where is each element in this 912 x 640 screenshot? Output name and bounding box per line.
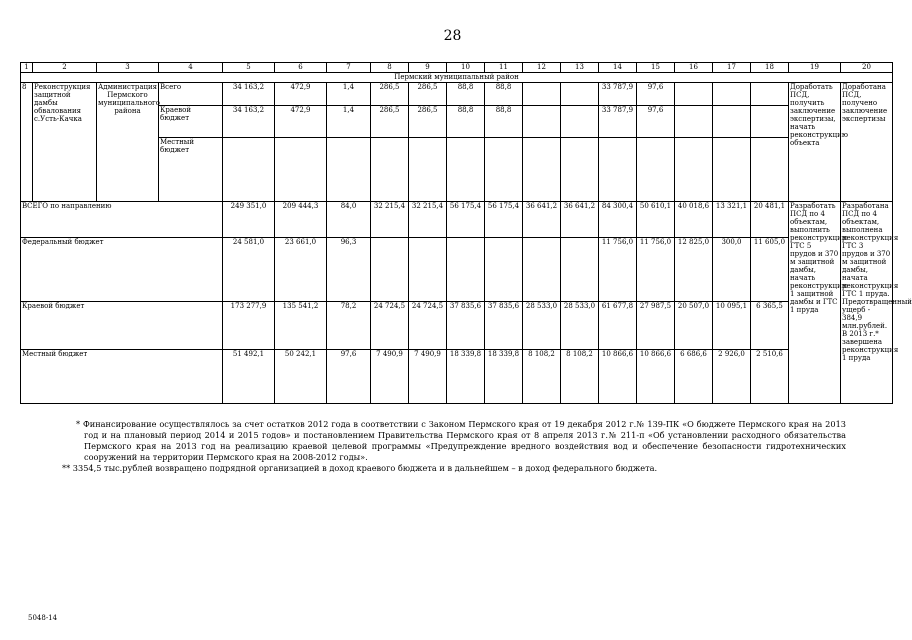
cell: 10 866,6 <box>599 350 637 404</box>
cell: 88,8 <box>485 83 523 106</box>
column-number: 13 <box>561 63 599 73</box>
totals-result-text: Разработана ПСД по 4 объектам, выполнена реконструкция ГТС 3 прудов и 370 м защитной дамбы, начата реконструкция ГТС 1 пруда. Предотвращенный ущерб - 384,9 млн.рублей. В 2013 г.* завершена реконструкция 1 пруда <box>841 202 893 404</box>
cell <box>713 106 751 138</box>
cell: 286,5 <box>409 83 447 106</box>
cell <box>409 138 447 202</box>
cell <box>561 83 599 106</box>
cell: 8 108,2 <box>561 350 599 404</box>
header-row <box>21 63 893 73</box>
cell <box>637 138 675 202</box>
region-row <box>21 73 893 83</box>
cell <box>713 83 751 106</box>
footnotes <box>62 419 846 474</box>
column-number: 14 <box>599 63 637 73</box>
cell: 2 510,6 <box>751 350 789 404</box>
cell <box>675 138 713 202</box>
cell <box>523 238 561 302</box>
cell: 50 242,1 <box>275 350 327 404</box>
cell: 209 444,3 <box>275 202 327 238</box>
cell: 97,6 <box>637 83 675 106</box>
cell: 173 277,9 <box>223 302 275 350</box>
column-number: 11 <box>485 63 523 73</box>
item-number: 8 <box>21 83 33 202</box>
cell: 6 365,5 <box>751 302 789 350</box>
cell: 32 215,4 <box>371 202 409 238</box>
cell: 286,5 <box>371 106 409 138</box>
total-row-federal <box>21 238 893 302</box>
item-plan-text: Доработать ПСД, получить заключение экспертизы, начать реконструкцию объекта <box>789 83 841 202</box>
cell: 24 724,5 <box>409 302 447 350</box>
cell: 96,3 <box>327 238 371 302</box>
region-title: Пермский муниципальный район <box>21 73 893 83</box>
cell: 286,5 <box>409 106 447 138</box>
cell <box>447 238 485 302</box>
cell: 84,0 <box>327 202 371 238</box>
cell: 300,0 <box>713 238 751 302</box>
item-result-text: Доработана ПСД, получено заключение экспертизы <box>841 83 893 202</box>
cell: 135 541,2 <box>275 302 327 350</box>
cell: 40 018,6 <box>675 202 713 238</box>
cell: 2 926,0 <box>713 350 751 404</box>
item-name: Реконструкция защитной дамбы обвалования с.Усть-Качка <box>33 83 97 202</box>
cell <box>561 138 599 202</box>
cell: 32 215,4 <box>409 202 447 238</box>
cell: 28 533,0 <box>523 302 561 350</box>
column-number: 6 <box>275 63 327 73</box>
source-label: Местный бюджет <box>159 138 223 202</box>
cell: 88,8 <box>447 83 485 106</box>
cell <box>523 106 561 138</box>
column-number: 16 <box>675 63 713 73</box>
column-number: 15 <box>637 63 675 73</box>
item-executor: Администрация Пермского муниципального района <box>97 83 159 202</box>
column-number: 19 <box>789 63 841 73</box>
source-label: Всего <box>159 83 223 106</box>
totals-plan-text: Разработать ПСД по 4 объектам, выполнить реконструкцию ГТС 5 прудов и 370 м защитной дамбы, начать реконструкцию 1 защитной дамбы и ГТС 1 пруда <box>789 202 841 404</box>
cell: 56 175,4 <box>447 202 485 238</box>
cell <box>485 238 523 302</box>
cell <box>675 83 713 106</box>
cell: 24 581,0 <box>223 238 275 302</box>
column-number: 17 <box>713 63 751 73</box>
cell: 36 641,2 <box>523 202 561 238</box>
column-number: 12 <box>523 63 561 73</box>
cell: 286,5 <box>371 83 409 106</box>
total-label: ВСЕГО по направлению <box>21 202 223 238</box>
column-number: 3 <box>97 63 159 73</box>
column-number: 20 <box>841 63 893 73</box>
cell <box>751 83 789 106</box>
cell: 10 095,1 <box>713 302 751 350</box>
cell: 18 339,8 <box>447 350 485 404</box>
cell <box>713 138 751 202</box>
cell: 13 321,1 <box>713 202 751 238</box>
cell: 28 533,0 <box>561 302 599 350</box>
cell: 472,9 <box>275 106 327 138</box>
cell: 24 724,5 <box>371 302 409 350</box>
cell: 11 756,0 <box>637 238 675 302</box>
cell <box>223 138 275 202</box>
cell: 27 987,5 <box>637 302 675 350</box>
cell: 78,2 <box>327 302 371 350</box>
cell: 7 490,9 <box>371 350 409 404</box>
footnote-2: ** 3354,5 тыс.рублей возвращено подрядной организацией в доход краевого бюджета и в дальнейшем – в доход федерального бюджета. <box>62 463 658 473</box>
item-row-total <box>21 83 893 106</box>
cell <box>599 138 637 202</box>
cell <box>751 106 789 138</box>
cell <box>275 138 327 202</box>
total-label: Местный бюджет <box>21 350 223 404</box>
cell: 33 787,9 <box>599 106 637 138</box>
cell: 1,4 <box>327 83 371 106</box>
total-row-local <box>21 350 893 404</box>
cell: 34 163,2 <box>223 83 275 106</box>
cell: 11 605,0 <box>751 238 789 302</box>
column-number: 7 <box>327 63 371 73</box>
cell <box>675 106 713 138</box>
column-number: 18 <box>751 63 789 73</box>
column-number: 9 <box>409 63 447 73</box>
cell <box>523 83 561 106</box>
page-number: 28 <box>443 28 462 44</box>
cell: 34 163,2 <box>223 106 275 138</box>
cell: 10 866,6 <box>637 350 675 404</box>
cell: 18 339,8 <box>485 350 523 404</box>
cell: 88,8 <box>485 106 523 138</box>
program-table <box>20 62 912 404</box>
cell: 56 175,4 <box>485 202 523 238</box>
cell: 50 610,1 <box>637 202 675 238</box>
footnote-1: * Финансирование осуществлялось за счет остатков 2012 года в соответствии с Законом Пермского края от 19 декабря 2012 г.№ 139-ПК «О бюджете Пермского края на 2013 год и на плановый период 2014 и 2015 годов» и постановлением Правительства Пермского края от 8 апреля 2013 г.№ 211-п «Об установлении расходного обязательства Пермского края на 2013 год на реализацию краевой целевой программы «Предупреждение вредного воздействия вод и обеспечение безопасности гидротехнических сооружений на территории Пермского края на 2008-2012 годы». <box>76 419 846 462</box>
column-number: 5 <box>223 63 275 73</box>
cell <box>447 138 485 202</box>
cell: 97,6 <box>637 106 675 138</box>
cell: 33 787,9 <box>599 83 637 106</box>
column-number: 10 <box>447 63 485 73</box>
cell: 7 490,9 <box>409 350 447 404</box>
cell <box>561 238 599 302</box>
column-number: 1 <box>21 63 33 73</box>
cell <box>371 138 409 202</box>
column-number: 8 <box>371 63 409 73</box>
document-code: 5048-14 <box>28 614 58 622</box>
cell: 88,8 <box>447 106 485 138</box>
cell <box>327 138 371 202</box>
cell: 11 756,0 <box>599 238 637 302</box>
cell: 20 507,0 <box>675 302 713 350</box>
total-row-regional <box>21 302 893 350</box>
cell: 8 108,2 <box>523 350 561 404</box>
cell: 472,9 <box>275 83 327 106</box>
source-label: Краевой бюджет <box>159 106 223 138</box>
cell: 36 641,2 <box>561 202 599 238</box>
cell <box>561 106 599 138</box>
cell <box>523 138 561 202</box>
cell: 37 835,6 <box>485 302 523 350</box>
cell: 37 835,6 <box>447 302 485 350</box>
cell: 12 825,0 <box>675 238 713 302</box>
cell: 51 492,1 <box>223 350 275 404</box>
cell: 20 481,1 <box>751 202 789 238</box>
cell <box>409 238 447 302</box>
cell: 249 351,0 <box>223 202 275 238</box>
total-row-all <box>21 202 893 238</box>
column-number: 4 <box>159 63 223 73</box>
cell: 6 686,6 <box>675 350 713 404</box>
cell: 23 661,0 <box>275 238 327 302</box>
total-label: Федеральный бюджет <box>21 238 223 302</box>
column-number: 2 <box>33 63 97 73</box>
cell: 61 677,8 <box>599 302 637 350</box>
cell: 84 300,4 <box>599 202 637 238</box>
total-label: Краевой бюджет <box>21 302 223 350</box>
cell <box>751 138 789 202</box>
cell <box>371 238 409 302</box>
cell: 97,6 <box>327 350 371 404</box>
cell: 1,4 <box>327 106 371 138</box>
cell <box>485 138 523 202</box>
